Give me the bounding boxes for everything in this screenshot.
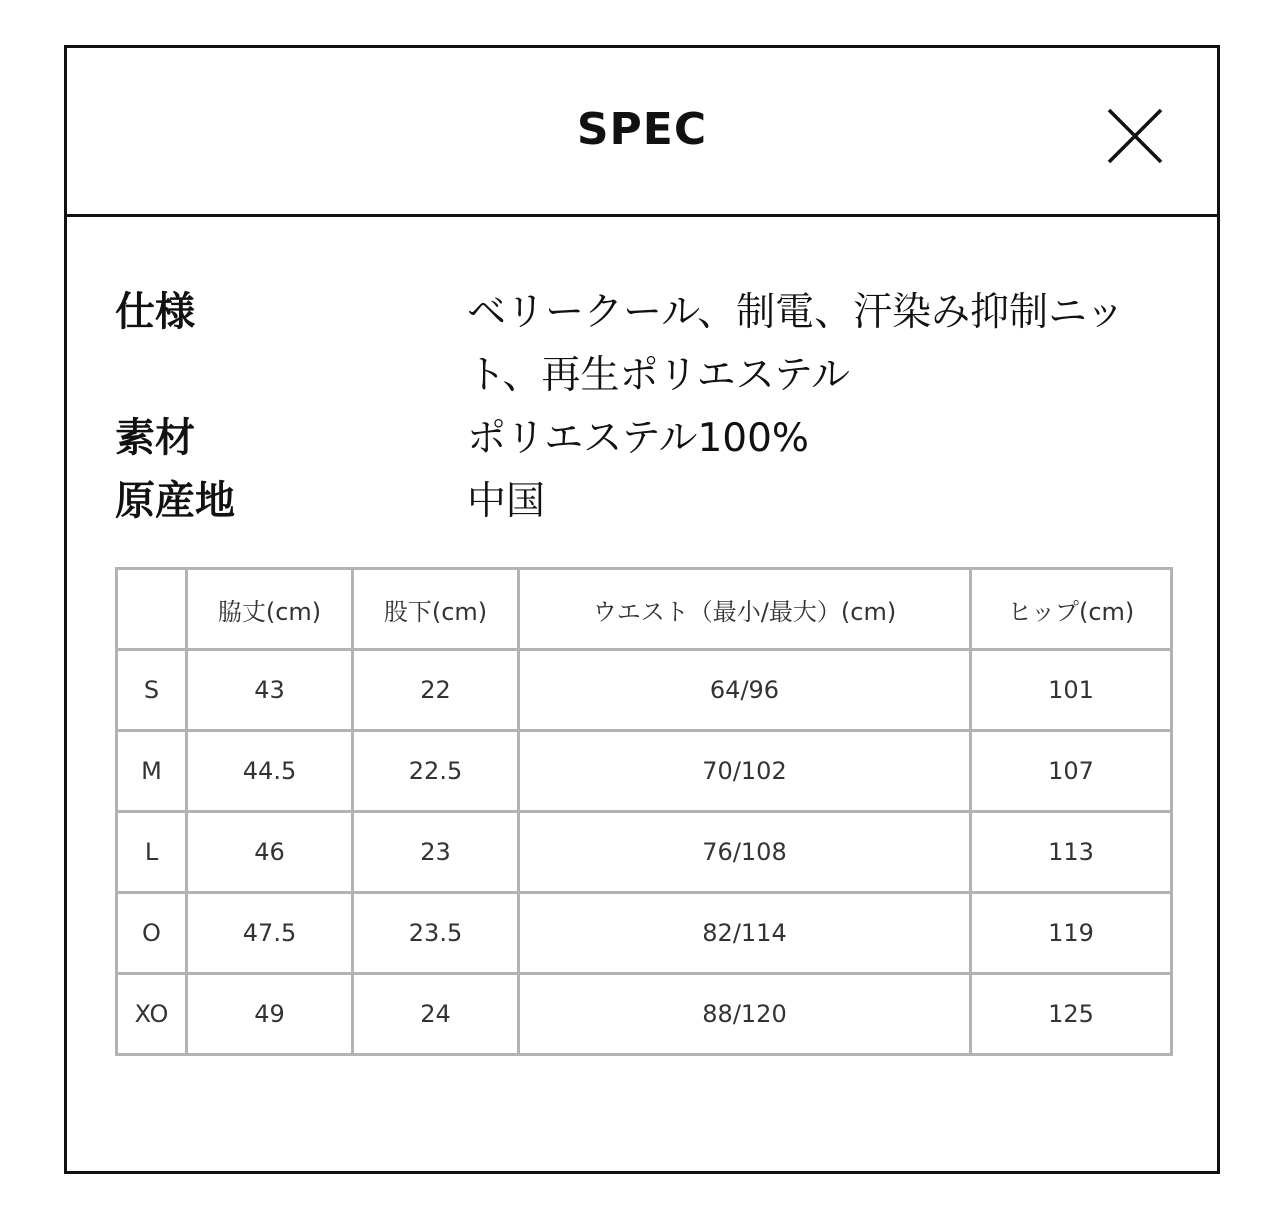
- size-cell: XO: [117, 974, 187, 1055]
- table-cell: 23.5: [353, 893, 519, 974]
- table-row: [117, 650, 1172, 731]
- table-cell: 44.5: [187, 731, 353, 812]
- table-cell: 88/120: [519, 974, 971, 1055]
- spec-label: 素材: [115, 415, 195, 461]
- table-cell: 113: [971, 812, 1172, 893]
- size-table-header-row: [117, 569, 1172, 650]
- spec-label: 原産地: [115, 478, 235, 524]
- spec-row-specification: [115, 281, 1155, 407]
- close-icon: [1103, 104, 1167, 168]
- table-cell: 125: [971, 974, 1172, 1055]
- table-cell: 101: [971, 650, 1172, 731]
- column-header: 股下(cm): [353, 569, 519, 650]
- table-cell: 24: [353, 974, 519, 1055]
- table-row: [117, 731, 1172, 812]
- table-cell: 119: [971, 893, 1172, 974]
- table-cell: 46: [187, 812, 353, 893]
- table-cell: 22.5: [353, 731, 519, 812]
- size-cell: S: [117, 650, 187, 731]
- size-cell: O: [117, 893, 187, 974]
- table-cell: 22: [353, 650, 519, 731]
- table-row: [117, 812, 1172, 893]
- size-cell: L: [117, 812, 187, 893]
- spec-label: 仕様: [115, 289, 195, 335]
- table-cell: 70/102: [519, 731, 971, 812]
- table-cell: 64/96: [519, 650, 971, 731]
- spec-row-material: [115, 407, 1155, 470]
- size-cell: M: [117, 731, 187, 812]
- table-cell: 82/114: [519, 893, 971, 974]
- spec-list: [115, 281, 1155, 533]
- table-cell: 43: [187, 650, 353, 731]
- modal-header: [67, 48, 1217, 217]
- table-cell: 47.5: [187, 893, 353, 974]
- table-row: [117, 974, 1172, 1055]
- size-table: [115, 567, 1173, 1056]
- spec-value: ポリエステル100%: [467, 416, 809, 461]
- spec-modal: [64, 45, 1220, 1174]
- spec-value: 中国: [467, 479, 546, 524]
- column-header: ウエスト（最小/最大）(cm): [519, 569, 971, 650]
- table-cell: 76/108: [519, 812, 971, 893]
- spec-value: ベリークール、制電、汗染み抑制ニット、再生ポリエステル: [467, 290, 1125, 398]
- column-header: 脇丈(cm): [187, 569, 353, 650]
- column-header: [117, 569, 187, 650]
- table-cell: 49: [187, 974, 353, 1055]
- table-cell: 23: [353, 812, 519, 893]
- spec-row-origin: [115, 470, 1155, 533]
- close-button[interactable]: [1103, 104, 1167, 168]
- table-row: [117, 893, 1172, 974]
- modal-title: SPEC: [576, 104, 708, 155]
- column-header: ヒップ(cm): [971, 569, 1172, 650]
- table-cell: 107: [971, 731, 1172, 812]
